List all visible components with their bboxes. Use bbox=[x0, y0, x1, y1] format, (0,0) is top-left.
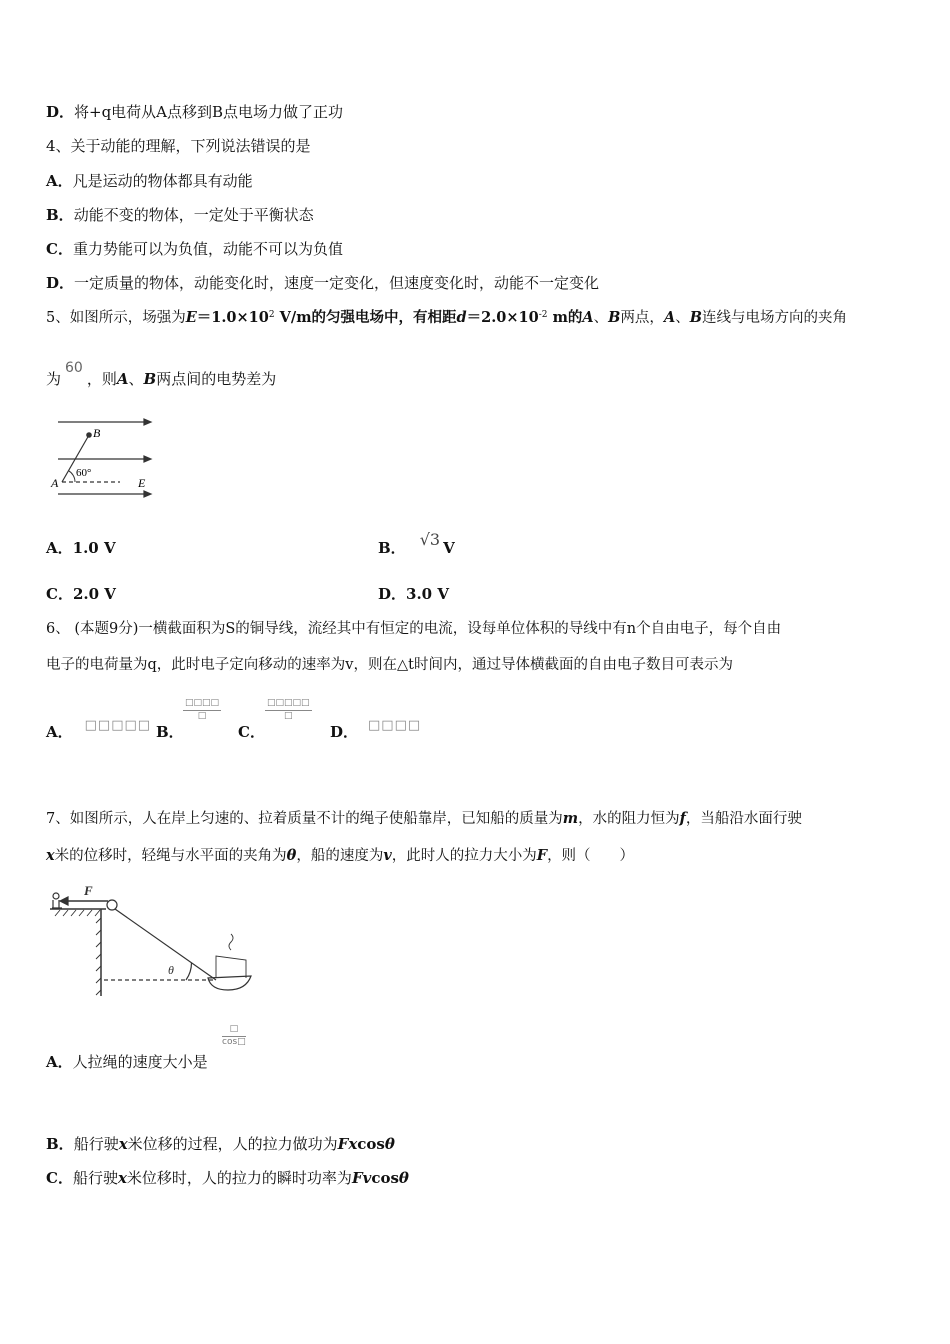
answer-cos: cos bbox=[357, 1135, 385, 1153]
option-label: A． bbox=[46, 723, 73, 741]
stem-text: 7、如图所示，人在岸上匀速的、拉着质量不计的绳子使船靠岸，已知船的质量为 bbox=[46, 811, 563, 827]
stem-text: 两点间的电势差为 bbox=[156, 370, 277, 388]
point-b: B bbox=[689, 309, 702, 326]
option-text: 船行驶 bbox=[72, 1169, 118, 1187]
q4-option-a bbox=[46, 170, 253, 192]
force-symbol: F bbox=[536, 847, 548, 864]
answer-theta: θ bbox=[384, 1135, 395, 1153]
option-label: C． bbox=[46, 585, 73, 603]
option-label: C． bbox=[46, 1169, 73, 1187]
q4-option-b bbox=[46, 204, 314, 226]
fraction-denominator: cos□ bbox=[222, 1037, 246, 1047]
option-text: 动能不变的物体，一定处于平衡状态 bbox=[73, 206, 314, 224]
x-symbol: x bbox=[117, 1169, 127, 1187]
stem-text: 两点， bbox=[620, 310, 664, 326]
stem-text: ，则（ ） bbox=[547, 848, 635, 864]
q7-option-a-formula bbox=[222, 1024, 246, 1048]
boat-flag bbox=[229, 934, 233, 950]
boat-hull bbox=[208, 976, 251, 990]
answer-symbol: Fx bbox=[337, 1135, 358, 1153]
formula-image: □□□□ bbox=[368, 718, 422, 733]
q6-option-d bbox=[330, 718, 422, 745]
option-text: 重力势能可以为负值，动能不可以为负值 bbox=[72, 240, 343, 258]
boat-sail bbox=[216, 956, 246, 978]
d-unit: m的 bbox=[547, 309, 583, 326]
fraction-numerator: □□□□ bbox=[183, 698, 221, 711]
separator: 、 bbox=[128, 370, 144, 388]
q6-stem-line2: 电子的电荷量为q，此时电子定向移动的速率为v，则在△t时间内，通过导体横截面的自由电子数目可表示为 bbox=[46, 657, 733, 673]
option-label: A． bbox=[46, 1053, 73, 1071]
q5-field-figure bbox=[48, 412, 158, 502]
q7-option-c bbox=[46, 1167, 409, 1189]
separator: 、 bbox=[593, 310, 609, 326]
q7-stem-line1 bbox=[46, 808, 802, 830]
field-arrow-3 bbox=[144, 491, 151, 497]
q5-stem-line2 bbox=[46, 360, 277, 391]
answer-symbol: Fv bbox=[351, 1169, 372, 1187]
point-a: A bbox=[663, 309, 676, 326]
label-angle: 60° bbox=[76, 467, 92, 479]
force-arrow-head bbox=[60, 897, 68, 905]
stem-text: ，船的速度为 bbox=[296, 848, 384, 864]
fraction-denominator: □ bbox=[284, 711, 293, 721]
point-b-dot bbox=[87, 433, 91, 437]
v-symbol: v bbox=[383, 847, 392, 864]
theta-arc bbox=[186, 963, 192, 981]
q6-stem-line1: 6、 (本题9分)一横截面积为S的铜导线，流经其中有恒定的电流，设每单位体积的导线中有n个自由电子，每个自由 bbox=[46, 621, 782, 637]
label-a: A bbox=[51, 476, 59, 490]
e-unit: V/m的匀强电场中，有相距 bbox=[274, 309, 457, 326]
option-label: B． bbox=[378, 539, 406, 557]
angle-arc bbox=[69, 471, 76, 482]
stem-text: 连线与电场方向的夹角 bbox=[701, 310, 847, 326]
friction-symbol: f bbox=[679, 810, 686, 827]
q6-option-c-formula bbox=[265, 698, 312, 722]
stem-text: ，则 bbox=[86, 370, 117, 388]
sqrt3-image: √3 bbox=[419, 530, 441, 549]
option-text: 一定质量的物体，动能变化时，速度一定变化，但速度变化时，动能不一定变化 bbox=[74, 274, 600, 292]
pulley bbox=[107, 900, 117, 910]
bank-hatch-top bbox=[55, 910, 100, 916]
stem-text: 5、如图所示，场强为 bbox=[46, 310, 186, 326]
label-b: B bbox=[93, 426, 101, 440]
option-text: 凡是运动的物体都具有动能 bbox=[72, 172, 253, 190]
fraction-numerator: □□□□□ bbox=[265, 698, 312, 711]
separator: 、 bbox=[675, 310, 690, 326]
q5-option-b bbox=[378, 530, 455, 559]
option-label: D． bbox=[378, 585, 407, 603]
option-label: C． bbox=[46, 240, 73, 258]
option-label: B． bbox=[46, 1135, 74, 1153]
label-e: E bbox=[138, 476, 146, 490]
option-label: A． bbox=[46, 172, 73, 190]
option-text: 3.0 V bbox=[406, 585, 449, 603]
option-label: D． bbox=[46, 274, 75, 292]
option-label: D． bbox=[46, 103, 75, 121]
option-text: 2.0 V bbox=[72, 585, 116, 603]
angle-60-image: 60 bbox=[65, 360, 83, 376]
stem-text: ，当船沿水面行驶 bbox=[685, 811, 802, 827]
option-label: A． bbox=[46, 539, 73, 557]
q6-option-b-label: B． bbox=[156, 723, 184, 741]
person-head bbox=[53, 893, 59, 899]
q6-option-c-label: C． bbox=[238, 723, 265, 741]
q5-option-a bbox=[46, 537, 116, 559]
field-arrow-2 bbox=[144, 456, 151, 462]
formula-image: □□□□□ bbox=[84, 718, 152, 733]
stem-text: 米的位移时，轻绳与水平面的夹角为 bbox=[54, 848, 287, 864]
label-theta: θ bbox=[168, 963, 174, 977]
option-text: 1.0 V bbox=[72, 539, 116, 557]
q3-option-d bbox=[46, 101, 343, 123]
option-text: 米位移时，人的拉力的瞬时功率为 bbox=[126, 1169, 352, 1187]
stem-text: ，此时人的拉力大小为 bbox=[391, 848, 537, 864]
stem-text: 为 bbox=[46, 370, 62, 388]
mass-symbol: m bbox=[562, 810, 579, 827]
option-text: 船行驶 bbox=[73, 1135, 119, 1153]
option-text: 将+q电荷从A点移到B点电场力做了正功 bbox=[74, 103, 344, 121]
answer-theta: θ bbox=[398, 1169, 409, 1187]
point-b: B bbox=[608, 309, 621, 326]
e-exponent: 2 bbox=[268, 310, 275, 320]
field-arrow-1 bbox=[144, 419, 151, 425]
q7-option-a bbox=[46, 1051, 208, 1073]
q4-stem: 4、关于动能的理解，下列说法错误的是 bbox=[46, 137, 311, 155]
x-symbol: x bbox=[118, 1135, 128, 1153]
theta-symbol: θ bbox=[286, 847, 297, 864]
q6-option-a bbox=[46, 718, 152, 745]
rope-slanted bbox=[115, 909, 216, 980]
point-b: B bbox=[143, 370, 157, 388]
q7-option-b bbox=[46, 1133, 395, 1155]
option-label: B． bbox=[46, 206, 74, 224]
point-a: A bbox=[116, 370, 129, 388]
q5-option-d bbox=[378, 583, 449, 605]
e-symbol: E bbox=[185, 309, 197, 326]
q4-option-c bbox=[46, 238, 343, 260]
x-symbol: x bbox=[46, 847, 55, 864]
d-exponent: -2 bbox=[538, 310, 548, 320]
stem-text: ，水的阻力恒为 bbox=[578, 811, 680, 827]
option-text: 米位移的过程，人的拉力做功为 bbox=[127, 1135, 338, 1153]
q6-option-b-formula bbox=[183, 698, 221, 722]
q7-boat-figure bbox=[46, 878, 261, 1003]
q4-option-d bbox=[46, 272, 599, 294]
q5-stem-line1 bbox=[46, 307, 847, 329]
answer-cos: cos bbox=[371, 1169, 399, 1187]
fraction-denominator: □ bbox=[197, 711, 207, 721]
d-value: ＝2.0×10 bbox=[466, 309, 539, 326]
fraction-numerator: □ bbox=[222, 1024, 246, 1037]
option-label: D． bbox=[330, 723, 359, 741]
e-value: ＝1.0×10 bbox=[196, 309, 269, 326]
q7-stem-line2 bbox=[46, 845, 634, 867]
option-text: V bbox=[443, 539, 455, 557]
label-f: F bbox=[84, 883, 93, 898]
option-text: 人拉绳的速度大小是 bbox=[72, 1053, 208, 1071]
q5-option-c bbox=[46, 583, 116, 605]
point-a: A bbox=[582, 309, 594, 326]
d-symbol: d bbox=[456, 309, 467, 326]
